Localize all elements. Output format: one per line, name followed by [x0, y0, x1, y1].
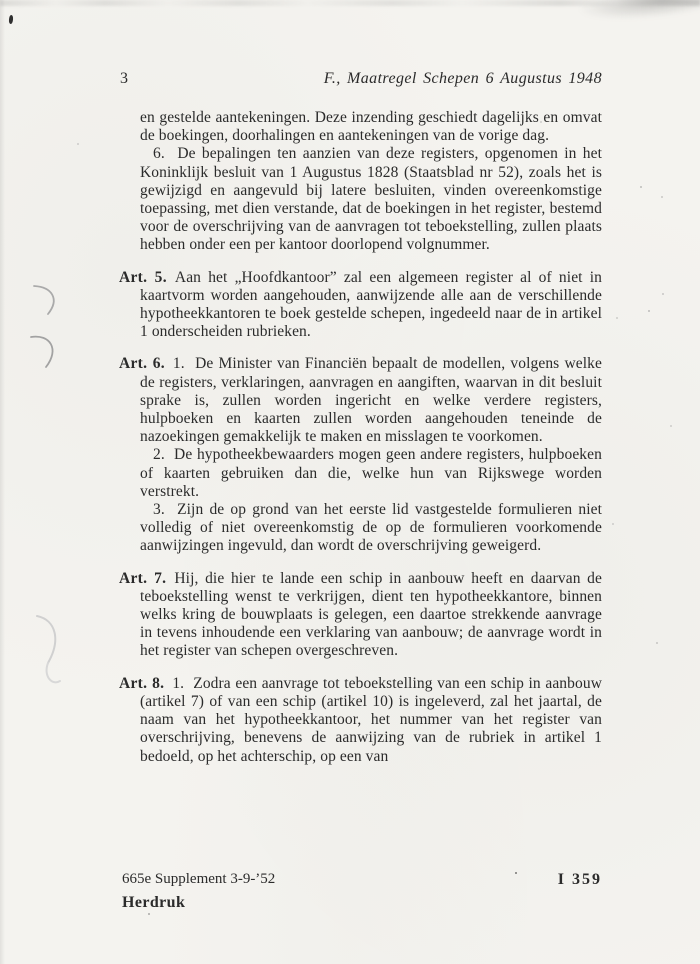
scan-smudge-top-right [577, 0, 700, 27]
article-8-paragraph-1: 1. Zodra een aanvrage tot teboekstelling van een schip in aanbouw (artikel 7) of van een schip (artikel 10) is ingeleverd, zal het jaartal, de naam van het hypotheekkantoor, het nummer van het register van overschrijving, benevens de aanwijzing van de rubriek in artikel 1 bedoeld, op het achterschip, op een van [140, 674, 603, 765]
article-7 [119, 569, 602, 661]
paragraph-continuation: en gestelde aantekeningen. Deze inzending geschiedt dagelijks en omvat de boekingen, doorhalingen en aantekeningen van de vorige dag. [140, 109, 602, 145]
supplement-note: 665e Supplement 3-9-’52 [122, 871, 276, 887]
article-6 [119, 355, 602, 446]
document-text-body [119, 109, 603, 766]
article-6-paragraph-3: 3. Zijn de op grond van het eerste lid vastgestelde formulieren niet volledig of niet overeenkomstig de op de formulieren voorkomende aanwijzingen ingevuld, dan wordt de overschrijving geweigerd. [140, 501, 602, 555]
ink-spot [9, 15, 14, 24]
article-5-text: Aan het „Hoofdkantoor” zal een algemeen register al of niet in kaartvorm worden aangehouden, aanwijzende alle aan de verschillende hypotheekkantoren te boek gestelde schepen, ingedeeld naar de in artikel 1 onderscheiden rubrieken. [140, 268, 602, 341]
scan-speckles [0, 0, 2, 2]
article-6-label: Art. 6. [119, 355, 165, 373]
article-7-text: Hij, die hier te lande een schip in aanbouw heeft en daarvan de teboekstelling wenst te verkrijgen, dient ten hypotheekkantore, binnen welks kring de bouwplaats is gelegen, een daartoe strekkende aanvrage in tevens inhoudende een verklaring van aanbouw; de aanvrage wordt in het register van schepen overgeschreven. [140, 569, 602, 660]
paragraph-item-6: 6. De bepalingen ten aanzien van deze registers, opgenomen in het Koninklijk besluit van 1 Augustus 1828 (Staatsblad nr 52), zoals het is gewijzigd en aangevuld bij latere besluiten, vinden overeenkomstige toepassing, met dien verstande, dat de boekingen in het register, bestemd voor de overschrijving van de aanvragen tot teboekstelling, zullen plaats hebben onder een per kantoor doorlopend volgnummer. [140, 145, 602, 254]
page-footer [122, 871, 602, 891]
article-7-label: Art. 7. [119, 569, 167, 587]
scan-shadow-left-edge [0, 0, 5, 964]
article-5-label: Art. 5. [119, 268, 167, 286]
page-header [120, 70, 602, 92]
margin-paren-mark-1 [34, 286, 54, 314]
page-number: 3 [120, 70, 128, 87]
margin-paren-mark-3 [37, 616, 55, 663]
article-6-paragraph-2: 2. De hypotheekbewaarders mogen geen andere registers, hulpboeken of kaarten gebruiken dan die, welke hun van Rijkswege worden verstrekt. [140, 446, 602, 500]
margin-paren-mark-3-tail [47, 663, 60, 682]
page-code: I 359 [557, 871, 602, 888]
article-8-label: Art. 8. [119, 674, 165, 692]
article-5 [119, 268, 602, 342]
margin-paren-mark-2 [31, 337, 53, 367]
article-6-paragraph-1: 1. De Minister van Financiën bepaalt de modellen, volgens welke de registers, verklaringen, aanvragen en aangiften, waarvan in dit besluit sprake is, zullen worden ingericht en welke verdere registers, hulpboeken en kaarten zullen worden aangehouden teneinde de nazoekingen gemakkelijk te maken en misslagen te voorkomen. [140, 355, 602, 446]
reprint-label: Herdruk [122, 894, 186, 911]
running-title: F., Maatregel Schepen 6 Augustus 1948 [323, 70, 602, 87]
article-8 [119, 674, 603, 766]
